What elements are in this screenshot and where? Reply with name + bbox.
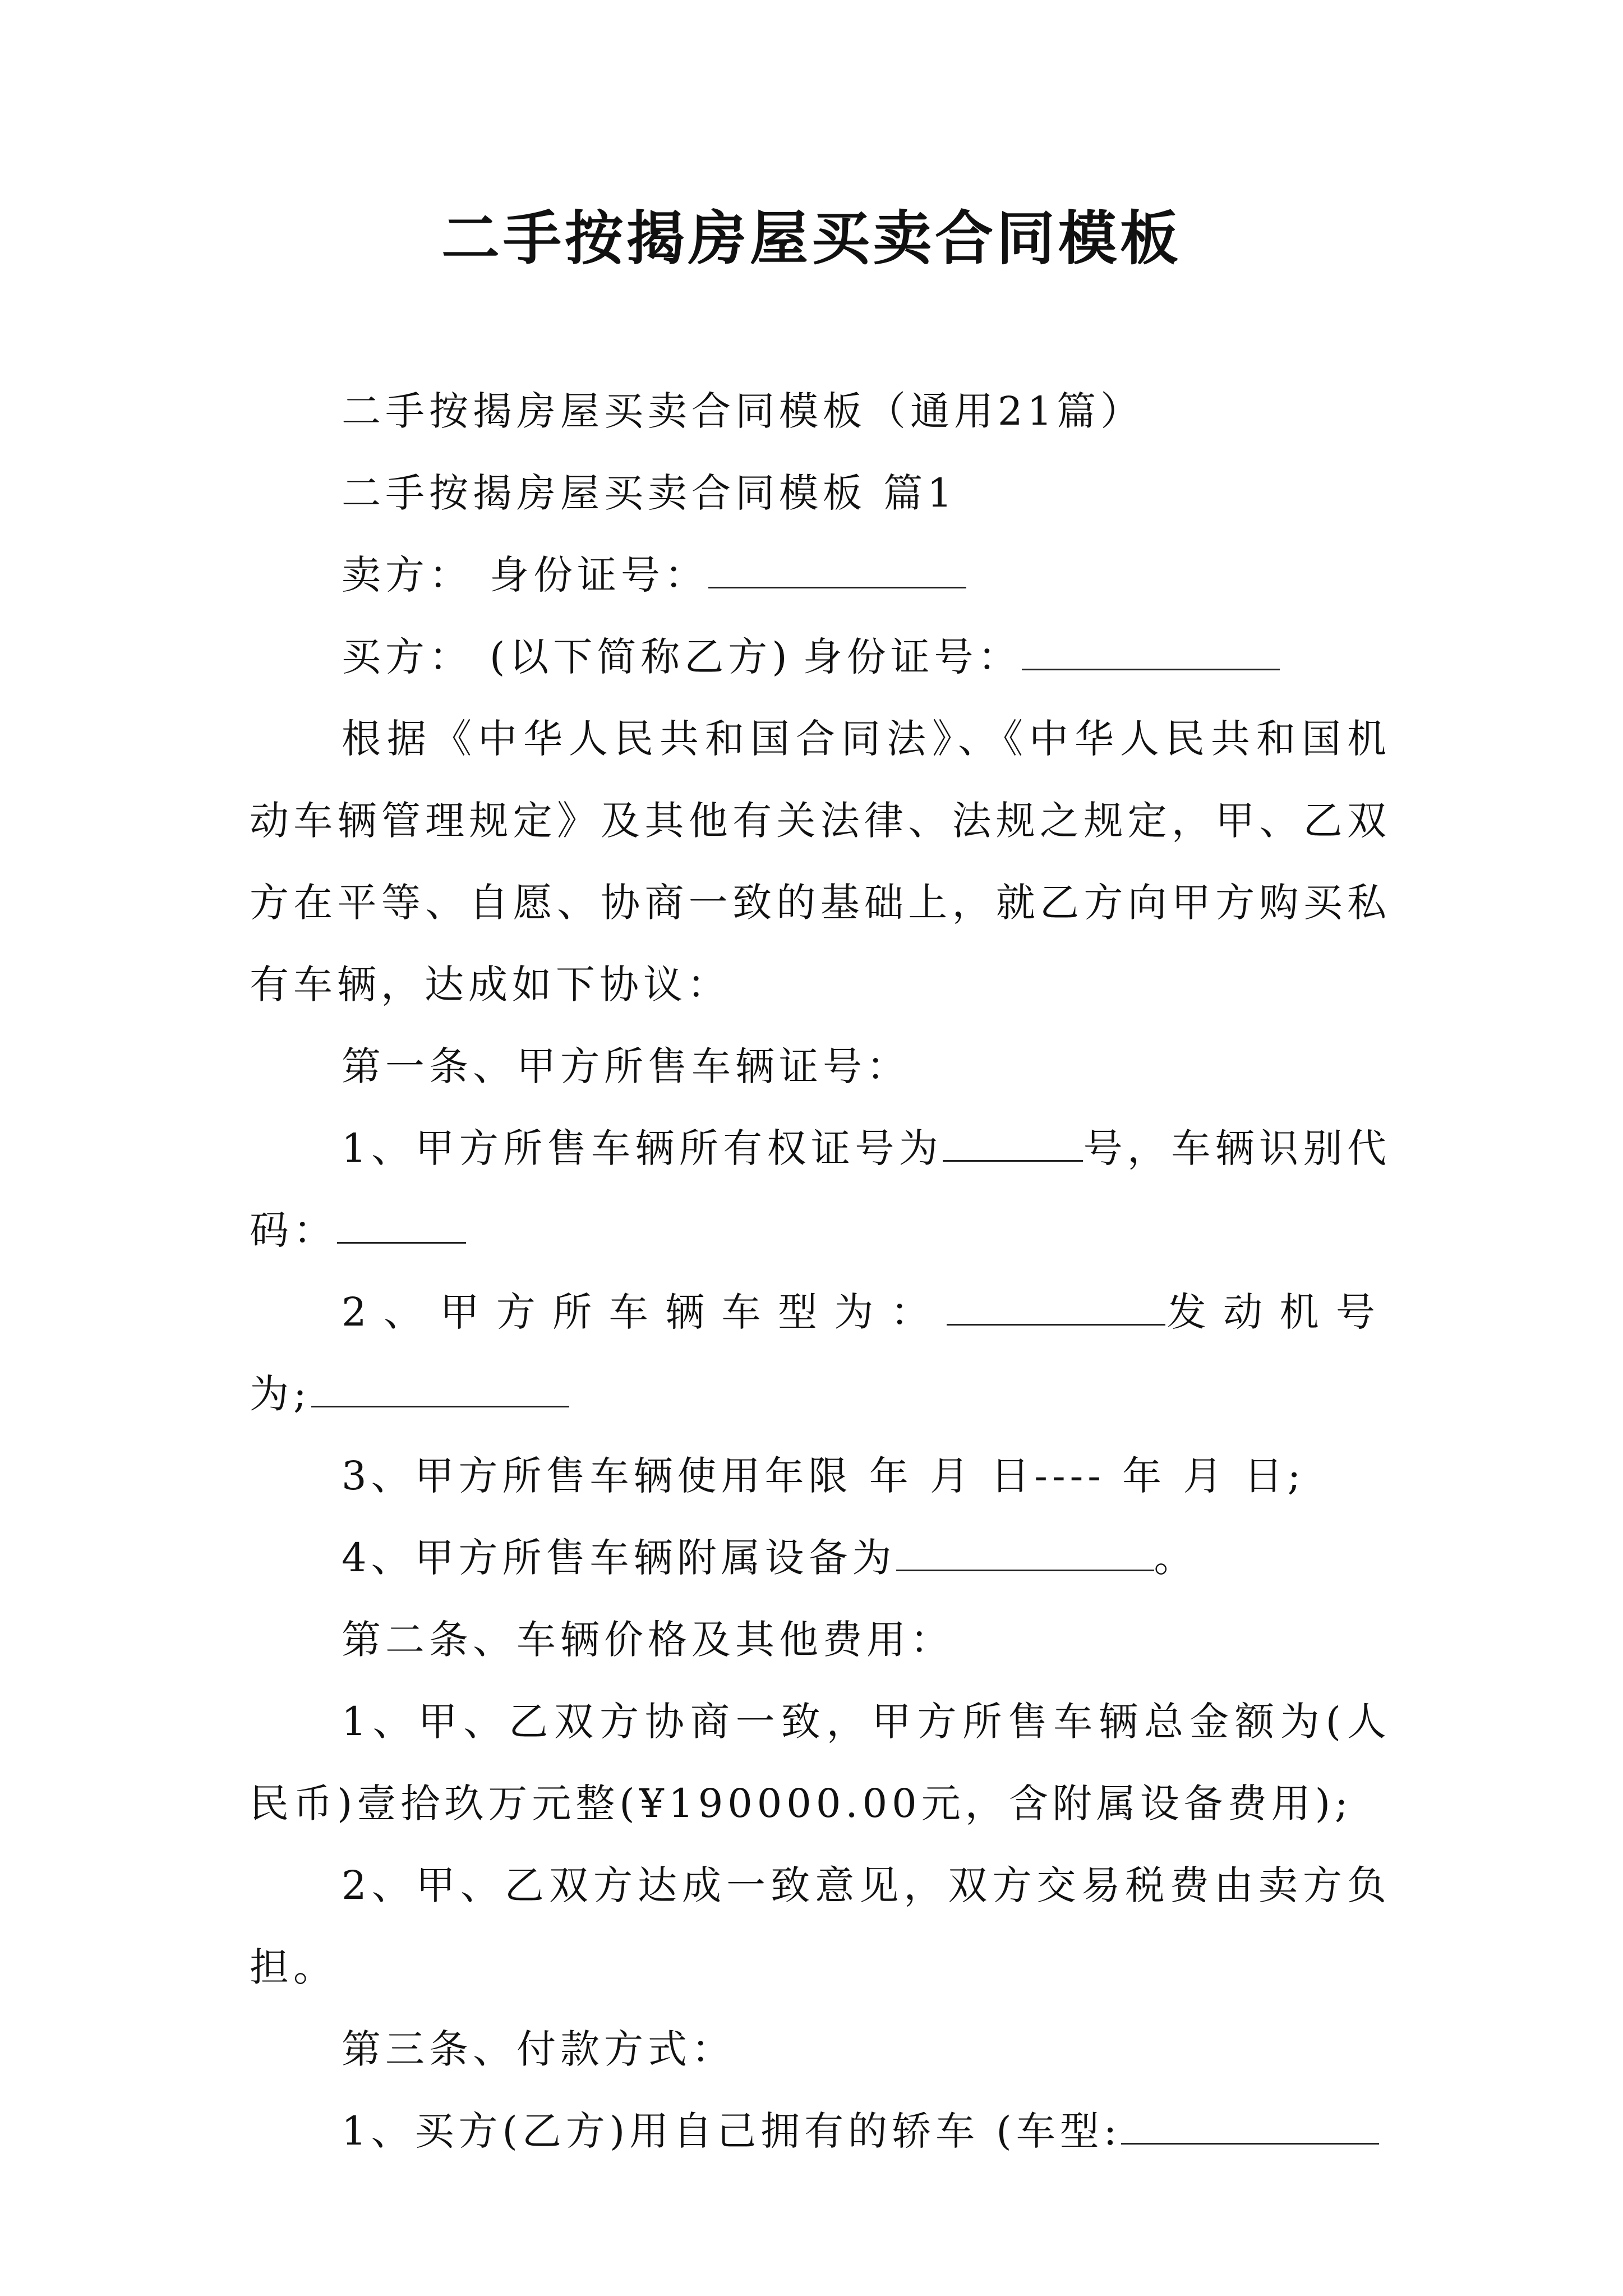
a1-item1-line2-text: 码： bbox=[250, 1207, 337, 1253]
car-model-blank bbox=[1121, 2109, 1379, 2145]
a1-item1-mid-text: 号，车辆识别代 bbox=[1083, 1125, 1391, 1171]
engine-number-blank bbox=[311, 1372, 569, 1407]
article-1-item-2 bbox=[250, 1271, 1391, 1435]
seller-id-blank bbox=[708, 553, 966, 588]
preamble-paragraph: 根据《中华人民共和国合同法》、《中华人民共和国机动车辆管理规定》及其他有关法律、法规之规定，甲、乙双方在平等、自愿、协商一致的基础上，就乙方向甲方购买私有车辆，达成如下协议： bbox=[250, 716, 1391, 1007]
buyer-id-label: 身份证号： bbox=[803, 634, 1022, 680]
article-3-item-1 bbox=[250, 2090, 1391, 2172]
document-body bbox=[250, 370, 1391, 2172]
article-1-item-1 bbox=[250, 1107, 1391, 1271]
document-title: 二手按揭房屋买卖合同模板 bbox=[441, 204, 1182, 273]
a1-item2-line2-text: 为; bbox=[250, 1371, 311, 1417]
accessories-blank bbox=[896, 1536, 1154, 1571]
section-heading: 二手按揭房屋买卖合同模板 篇1 bbox=[342, 470, 957, 516]
a1-item2-text: 2、甲方所车辆车型为： bbox=[342, 1289, 947, 1335]
article-1-item-3: 3、甲方所售车辆使用年限 年 月 日---- 年 月 日; bbox=[342, 1453, 1306, 1499]
subtitle: 二手按揭房屋买卖合同模板（通用21篇） bbox=[342, 388, 1145, 434]
buyer-label: 买方： bbox=[342, 634, 473, 680]
buyer-line bbox=[250, 616, 1391, 698]
vehicle-model-blank bbox=[947, 1290, 1165, 1326]
ownership-number-blank bbox=[943, 1126, 1083, 1162]
seller-line bbox=[250, 534, 1391, 616]
a3-item1-text: 1、买方(乙方)用自己拥有的轿车 (车型: bbox=[342, 2108, 1122, 2154]
buyer-note: (以下简称乙方) bbox=[490, 634, 792, 680]
a1-item2-mid-text: 发动机号 bbox=[1165, 1289, 1391, 1335]
a1-item4-text: 4、甲方所售车辆附属设备为 bbox=[342, 1535, 896, 1581]
buyer-id-blank bbox=[1022, 635, 1280, 670]
seller-id-label: 身份证号： bbox=[490, 552, 708, 598]
vin-blank bbox=[337, 1208, 466, 1244]
article-2-item-2: 2、甲、乙双方达成一致意见，双方交易税费由卖方负担。 bbox=[250, 1862, 1391, 1990]
article-2-title: 第二条、车辆价格及其他费用： bbox=[342, 1617, 954, 1663]
seller-label: 卖方： bbox=[342, 552, 473, 598]
a1-item4-end: 。 bbox=[1154, 1535, 1198, 1581]
article-1-title: 第一条、甲方所售车辆证号： bbox=[342, 1043, 910, 1089]
article-3-title: 第三条、付款方式： bbox=[342, 2026, 735, 2072]
article-2-item-1: 1、甲、乙双方协商一致，甲方所售车辆总金额为(人民币)壹拾玖万元整(¥190000.00元，含附属设备费用); bbox=[250, 1699, 1391, 1826]
article-1-item-4 bbox=[250, 1517, 1391, 1599]
a1-item1-text: 1、甲方所售车辆所有权证号为 bbox=[342, 1125, 943, 1171]
